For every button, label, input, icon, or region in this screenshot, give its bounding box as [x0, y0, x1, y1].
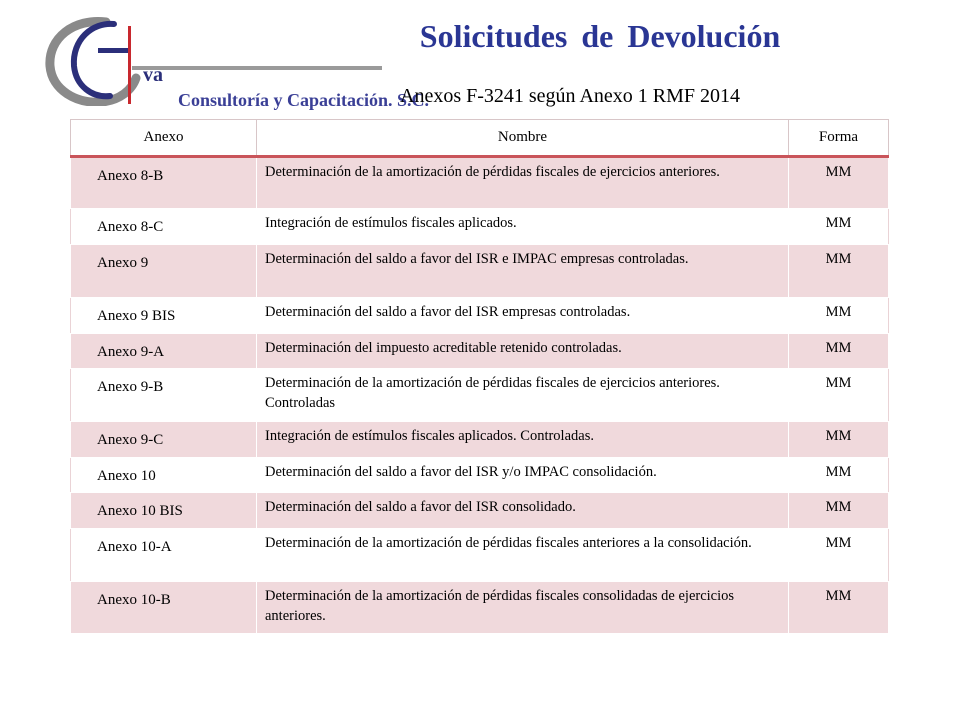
cell-forma: MM	[789, 334, 889, 369]
cell-nombre: Determinación del impuesto acreditable retenido controladas.	[257, 334, 789, 369]
cell-nombre: Determinación del saldo a favor del ISR e IMPAC empresas controladas.	[257, 245, 789, 298]
cell-nombre: Determinación de la amortización de pérdidas fiscales consolidadas de ejercicios anteriores.	[257, 582, 789, 634]
cell-nombre: Determinación del saldo a favor del ISR empresas controladas.	[257, 298, 789, 334]
cell-anexo: Anexo 10-B	[71, 582, 257, 634]
cell-nombre: Integración de estímulos fiscales aplicados.	[257, 209, 789, 245]
cell-forma: MM	[789, 422, 889, 458]
annex-table	[70, 119, 889, 634]
cell-forma: MM	[789, 493, 889, 529]
cell-anexo: Anexo 9 BIS	[71, 298, 257, 334]
cell-forma: MM	[789, 209, 889, 245]
cell-anexo: Anexo 10 BIS	[71, 493, 257, 529]
table-header-row	[71, 120, 889, 157]
table-row	[71, 458, 889, 493]
cell-forma: MM	[789, 245, 889, 298]
table-row	[71, 209, 889, 245]
page-title: Solicitudes de Devolución	[419, 18, 781, 54]
table-row	[71, 245, 889, 298]
cell-forma: MM	[789, 157, 889, 209]
company-logo	[44, 16, 430, 110]
cell-anexo: Anexo 9-B	[71, 369, 257, 422]
cell-forma: MM	[789, 458, 889, 493]
cell-forma: MM	[789, 298, 889, 334]
table-row	[71, 157, 889, 209]
cell-forma: MM	[789, 369, 889, 422]
cell-anexo: Anexo 8-B	[71, 157, 257, 209]
cell-anexo: Anexo 9	[71, 245, 257, 298]
cell-anexo: Anexo 9-C	[71, 422, 257, 458]
table-row	[71, 334, 889, 369]
cell-nombre: Determinación de la amortización de pérdidas fiscales de ejercicios anteriores. Controladas	[257, 369, 789, 422]
cell-nombre: Determinación de la amortización de pérdidas fiscales de ejercicios anteriores.	[257, 157, 789, 209]
table-row	[71, 369, 889, 422]
logo-letters: va	[143, 64, 163, 86]
table-row	[71, 422, 889, 458]
logo-company-name: Consultoría y Capacitación. S.C.	[178, 90, 430, 110]
header-forma: Forma	[789, 120, 889, 157]
cell-anexo: Anexo 10-A	[71, 529, 257, 582]
header-anexo: Anexo	[71, 120, 257, 157]
cell-anexo: Anexo 8-C	[71, 209, 257, 245]
cell-anexo: Anexo 9-A	[71, 334, 257, 369]
page-subtitle: Anexos F-3241 según Anexo 1 RMF 2014	[400, 85, 741, 107]
cell-nombre: Integración de estímulos fiscales aplicados. Controladas.	[257, 422, 789, 458]
cell-forma: MM	[789, 529, 889, 582]
table-row	[71, 493, 889, 529]
table-row	[71, 529, 889, 582]
cell-anexo: Anexo 10	[71, 458, 257, 493]
cell-forma: MM	[789, 582, 889, 634]
cell-nombre: Determinación del saldo a favor del ISR y/o IMPAC consolidación.	[257, 458, 789, 493]
cell-nombre: Determinación del saldo a favor del ISR consolidado.	[257, 493, 789, 529]
table-row	[71, 298, 889, 334]
header-nombre: Nombre	[257, 120, 789, 157]
table-row	[71, 582, 889, 634]
cell-nombre: Determinación de la amortización de pérdidas fiscales anteriores a la consolidación.	[257, 529, 789, 582]
